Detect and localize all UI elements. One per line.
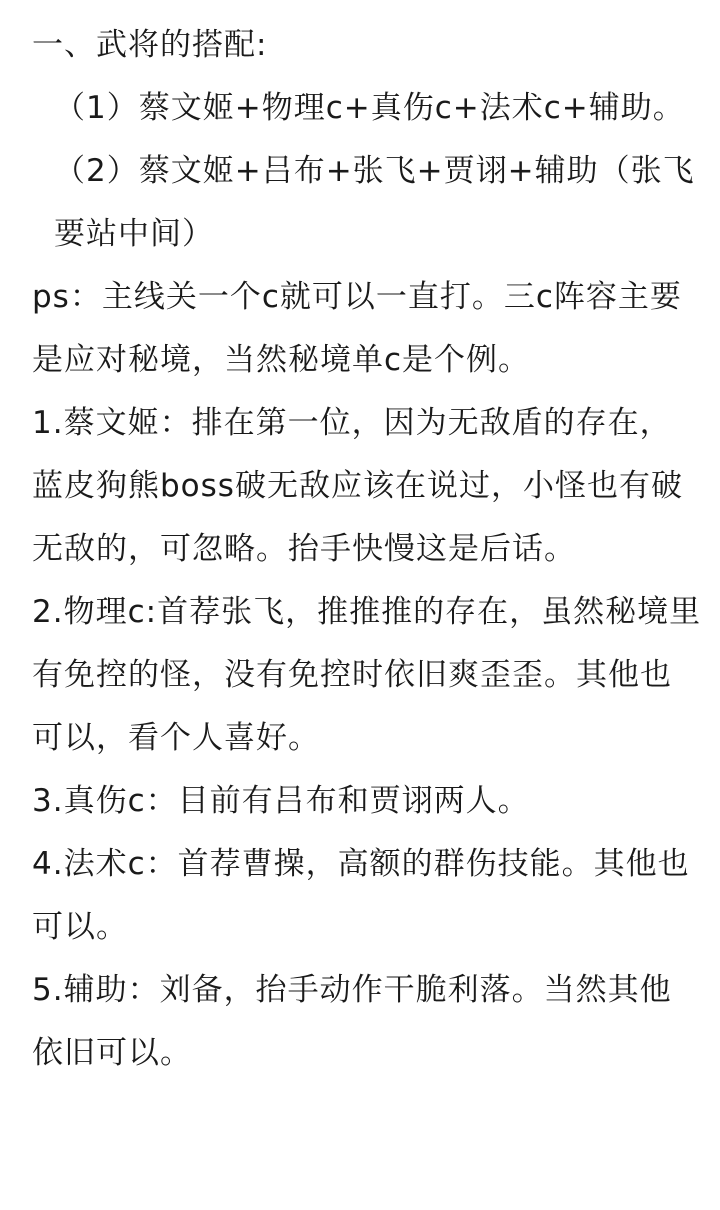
combo-option-2: （2）蔡文姬+吕布+张飞+贾诩+辅助（张飞要站中间） <box>54 153 695 252</box>
list-item-magic-c: 4.法术c：首荐曹操，高额的群伤技能。其他也可以。 <box>32 846 690 945</box>
list-item-physical-c: 2.物理c:首荐张飞，推推推的存在，虽然秘境里有免控的怪，没有免控时依旧爽歪歪。其他也可以，看个人喜好。 <box>32 594 702 756</box>
section-heading: 一、武将的搭配: <box>32 27 268 63</box>
combo-option-1: （1）蔡文姬+物理c+真伤c+法术c+辅助。 <box>54 90 685 126</box>
list-item-cai-wenji: 1.蔡文姬：排在第一位，因为无敌盾的存在，蓝皮狗熊boss破无敌应该在说过，小怪也有破无敌的，可忽略。抬手快慢这是后话。 <box>32 405 683 567</box>
list-item-true-damage-c: 3.真伤c：目前有吕布和贾诩两人。 <box>32 783 530 819</box>
list-item-support: 5.辅助：刘备，抬手动作干脆利落。当然其他依旧可以。 <box>32 972 672 1071</box>
ps-note: ps：主线关一个c就可以一直打。三c阵容主要是应对秘境，当然秘境单c是个例。 <box>32 279 682 378</box>
